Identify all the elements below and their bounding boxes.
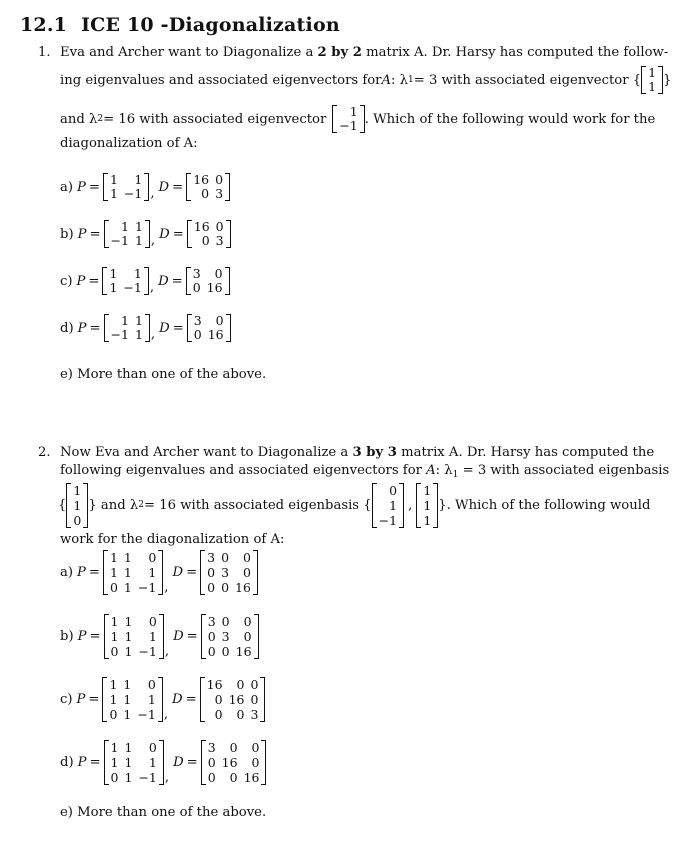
option-label: c)	[60, 273, 73, 289]
matrix-p-entry: −1	[138, 770, 157, 785]
matrix-d-entry: 16	[193, 219, 210, 234]
vector-entry: 1	[423, 512, 432, 528]
equals-sign: =	[172, 226, 184, 242]
matrix-p-entry: 1	[110, 755, 119, 770]
matrix-d	[201, 740, 267, 785]
matrix-d-entry: 0	[214, 707, 223, 722]
matrix-p-entry: 1	[123, 550, 132, 565]
equals-sign: =	[88, 692, 100, 707]
matrix-p-entry: 1	[124, 644, 133, 659]
equals-sign: =	[185, 692, 197, 707]
matrix-d-entry: 3	[221, 629, 230, 644]
matrix-p-entry: 1	[123, 707, 132, 722]
matrix-p-entry: 1	[123, 580, 132, 595]
vector-entry: −1	[378, 512, 398, 528]
matrix-d-entry: 0	[250, 692, 259, 707]
option-label: b)	[60, 629, 74, 644]
matrix-d-entry: 0	[221, 580, 230, 595]
matrix-p-entry: 1	[124, 740, 133, 755]
matrix-d-entry: 0	[243, 550, 251, 565]
matrix-p-entry: 1	[109, 550, 118, 565]
comma: ,	[164, 644, 170, 659]
matrix-p-entry: 1	[123, 692, 132, 707]
symbol-d: D	[158, 273, 169, 289]
matrix-p-entry: 0	[148, 614, 157, 629]
option-label: a)	[60, 565, 74, 580]
symbol-p: P	[77, 755, 87, 770]
equals-sign: =	[88, 565, 100, 580]
symbol-p: P	[76, 692, 86, 707]
matrix-d-entry: 0	[243, 629, 252, 644]
matrix-d-entry: 0	[251, 755, 260, 770]
matrix-d	[187, 314, 231, 342]
matrix-p-entry: 1	[109, 172, 118, 187]
matrix-p-entry: −1	[137, 580, 157, 595]
symbol-d: D	[172, 692, 183, 707]
option-c	[60, 267, 230, 295]
matrix-p	[104, 614, 164, 659]
matrix-d-entry: 16	[207, 327, 224, 342]
q1-line-4: diagonalization of A:	[60, 136, 198, 151]
matrix-p	[103, 550, 163, 595]
comma: ,	[164, 580, 169, 595]
option-label: c)	[60, 692, 73, 707]
q2-line-2: following eigenvalues and associated eigenvectors for A: $\lambda_1 = 3$ with associated eigenbasis	[60, 463, 670, 480]
option-a	[60, 550, 258, 595]
vector-entry: 0	[73, 512, 82, 528]
matrix-d-entry: 3	[215, 233, 224, 248]
q1-option-e: e) More than one of the above.	[60, 367, 267, 382]
vector-entry: 1	[423, 482, 432, 498]
equals-sign: =	[172, 320, 184, 336]
equals-sign: =	[171, 273, 183, 289]
matrix-d	[201, 614, 259, 659]
matrix-d-entry: 0	[221, 644, 230, 659]
q2-line-3: { 1 1 0 } and λ 2 = 16 with associated eigenbasis { 0 1 −1 , 1 1 1 }. Which of the following would	[58, 482, 651, 528]
symbol-d: D	[158, 179, 170, 195]
matrix-p-entry: 0	[110, 770, 119, 785]
equals-sign: =	[89, 629, 101, 644]
q2-option-e: e) More than one of the above.	[60, 805, 267, 820]
matrix-d-entry: 16	[235, 580, 251, 595]
equals-sign: =	[186, 755, 198, 770]
matrix-d-entry: 16	[235, 644, 252, 659]
matrix-p-entry: −1	[110, 233, 129, 248]
vector-entry: 0	[389, 482, 398, 498]
matrix-d-entry: 0	[207, 770, 216, 785]
matrix-p-entry: −1	[138, 644, 157, 659]
option-label: b)	[60, 226, 74, 242]
matrix-d-entry: 16	[206, 280, 223, 295]
matrix-d-entry: 0	[221, 614, 230, 629]
matrix-d-entry: 0	[207, 755, 216, 770]
matrix-p-entry: 1	[109, 266, 118, 281]
matrix-p-entry: 1	[109, 692, 118, 707]
matrix-p-entry: 1	[109, 280, 118, 295]
matrix-p-entry: −1	[123, 186, 143, 201]
symbol-p: P	[76, 273, 86, 289]
comma: ,	[163, 707, 169, 722]
matrix-d-entry: 0	[207, 629, 216, 644]
matrix-d-entry: 0	[214, 692, 223, 707]
matrix-p	[104, 220, 150, 248]
comma: ,	[150, 233, 156, 248]
matrix-p-entry: 1	[110, 629, 119, 644]
q1-line-3: and λ 2 = 16 with associated eigenvector 1 −1 . Which of the following would work for the	[60, 104, 656, 133]
comma: ,	[164, 770, 170, 785]
symbol-p: P	[77, 179, 86, 195]
matrix-d-entry: 16	[243, 770, 260, 785]
q2-line-4: work for the diagonalization of A:	[60, 532, 285, 547]
equals-sign: =	[89, 755, 101, 770]
q1-eigenvector-1	[641, 66, 663, 94]
q1-line-1: Eva and Archer want to Diagonalize a 2 by 2 matrix A. Dr. Harsy has computed the follow-	[60, 45, 669, 60]
matrix-p-entry: −1	[137, 707, 156, 722]
symbol-p: P	[77, 320, 87, 336]
matrix-p-entry: 1	[134, 172, 143, 187]
vector-entry: 1	[73, 482, 82, 498]
matrix-p-entry: 1	[124, 770, 133, 785]
equals-sign: =	[186, 629, 198, 644]
matrix-d-entry: 0	[207, 565, 216, 580]
matrix-d	[200, 550, 258, 595]
matrix-d-entry: 0	[221, 550, 230, 565]
matrix-p-entry: 0	[148, 550, 157, 565]
matrix-p-entry: 1	[121, 219, 129, 234]
matrix-d	[200, 677, 266, 722]
vector-entry: 1	[423, 497, 432, 513]
vector-entry: 1	[648, 79, 657, 94]
matrix-p-entry: 0	[148, 740, 157, 755]
section-heading	[20, 14, 340, 36]
matrix-p-entry: 1	[148, 629, 157, 644]
vector-entry: −1	[339, 118, 358, 133]
matrix-d-entry: 0	[214, 266, 223, 281]
matrix-p-entry: 1	[147, 692, 156, 707]
matrix-d-entry: 0	[229, 740, 238, 755]
matrix-p	[102, 267, 148, 295]
comma: ,	[150, 327, 156, 342]
matrix-d-entry: 16	[206, 677, 223, 692]
matrix-p-entry: 1	[134, 219, 143, 234]
equals-sign: =	[89, 320, 101, 336]
matrix-d-entry: 0	[236, 677, 245, 692]
option-label: d)	[60, 755, 74, 770]
vector-entry: 1	[389, 497, 398, 513]
matrix-p-entry: 1	[148, 755, 157, 770]
matrix-d-entry: 3	[221, 565, 230, 580]
matrix-d-entry: 0	[201, 233, 210, 248]
equals-sign: =	[172, 179, 184, 195]
matrix-p-entry: 0	[109, 707, 118, 722]
option-d	[60, 314, 231, 342]
matrix-d-entry: 0	[193, 327, 202, 342]
matrix-d-entry: 0	[250, 677, 259, 692]
matrix-d-entry: 0	[243, 614, 252, 629]
matrix-d-entry: 16	[228, 692, 245, 707]
q1-line-2: ing eigenvalues and associated eigenvectors for A : λ 1 = 3 with associated eigenvector { 1 1 }	[60, 65, 672, 94]
matrix-d-entry: 0	[215, 172, 224, 187]
equals-sign: =	[88, 273, 100, 289]
symbol-d: D	[159, 226, 170, 242]
matrix-d-entry: 0	[243, 565, 251, 580]
matrix-d	[187, 220, 231, 248]
q1-number: 1.	[38, 45, 51, 60]
option-label: d)	[60, 320, 74, 336]
matrix-p-entry: 1	[148, 565, 157, 580]
matrix-d-entry: 0	[201, 186, 210, 201]
matrix-p-entry: 1	[133, 266, 142, 281]
matrix-p-entry: 1	[110, 740, 119, 755]
matrix-d-entry: 3	[193, 313, 202, 328]
equals-sign: =	[88, 179, 100, 195]
section-title: ICE 10 -Diagonalization	[81, 14, 340, 36]
matrix-d-entry: 0	[215, 219, 224, 234]
matrix-p-entry: −1	[110, 327, 129, 342]
matrix-p	[104, 314, 150, 342]
matrix-p-entry: 1	[121, 313, 129, 328]
symbol-p: P	[77, 565, 86, 580]
matrix-p-entry: 1	[109, 677, 118, 692]
matrix-p-entry: 1	[123, 565, 132, 580]
matrix-d-entry: 0	[207, 580, 216, 595]
symbol-p: P	[77, 629, 87, 644]
vector-entry: 1	[648, 65, 657, 80]
q2-eigenvector-3	[416, 483, 438, 528]
matrix-d-entry: 3	[250, 707, 259, 722]
matrix-p-entry: 1	[124, 755, 133, 770]
matrix-p-entry: 1	[124, 629, 133, 644]
matrix-d-entry: 3	[192, 266, 201, 281]
matrix-d-entry: 0	[215, 313, 224, 328]
matrix-p	[102, 677, 162, 722]
option-d	[60, 740, 266, 785]
comma: ,	[150, 186, 155, 201]
option-a	[60, 173, 230, 201]
matrix-p-entry: 0	[110, 644, 119, 659]
symbol-d: D	[173, 629, 184, 644]
vector-entry: 1	[73, 497, 82, 513]
matrix-p-entry: 1	[109, 565, 118, 580]
matrix-p-entry: 1	[134, 313, 143, 328]
matrix-d-entry: 0	[207, 644, 216, 659]
q2-eigenvector-2	[372, 483, 404, 528]
q2-number: 2.	[38, 445, 51, 460]
matrix-p-entry: 0	[109, 580, 118, 595]
matrix-p-entry: 1	[124, 614, 133, 629]
vector-entry: 1	[349, 104, 358, 119]
option-b	[60, 614, 259, 659]
matrix-d-entry: 3	[215, 186, 224, 201]
matrix-p-entry: 1	[110, 614, 119, 629]
matrix-d-entry: 3	[207, 614, 216, 629]
matrix-p-entry: 1	[134, 233, 143, 248]
matrix-d-entry: 16	[193, 172, 210, 187]
symbol-d: D	[172, 565, 184, 580]
option-c	[60, 677, 265, 722]
option-b	[60, 220, 231, 248]
q2-line-1: Now Eva and Archer want to Diagonalize a 3 by 3 matrix A. Dr. Harsy has computed the	[60, 445, 655, 460]
equals-sign: =	[186, 565, 198, 580]
matrix-p-entry: −1	[123, 280, 142, 295]
symbol-p: P	[77, 226, 87, 242]
matrix-p	[104, 740, 164, 785]
option-label: a)	[60, 179, 74, 195]
symbol-d: D	[159, 320, 170, 336]
matrix-p-entry: 1	[134, 327, 143, 342]
matrix-d	[186, 173, 230, 201]
matrix-p-entry: 1	[109, 186, 118, 201]
matrix-d	[186, 267, 230, 295]
matrix-d-entry: 0	[229, 770, 238, 785]
matrix-p-entry: 0	[147, 677, 156, 692]
matrix-d-entry: 3	[207, 740, 216, 755]
q2-eigenvector-1	[66, 483, 88, 528]
symbol-d: D	[173, 755, 184, 770]
q1-eigenvector-2	[332, 105, 364, 133]
matrix-d-entry: 3	[207, 550, 216, 565]
matrix-p	[103, 173, 149, 201]
matrix-d-entry: 0	[192, 280, 201, 295]
equals-sign: =	[89, 226, 101, 242]
comma: ,	[149, 280, 155, 295]
matrix-d-entry: 0	[251, 740, 260, 755]
matrix-d-entry: 0	[236, 707, 245, 722]
section-number: 12.1	[20, 14, 68, 36]
matrix-p-entry: 1	[123, 677, 132, 692]
matrix-d-entry: 16	[221, 755, 238, 770]
